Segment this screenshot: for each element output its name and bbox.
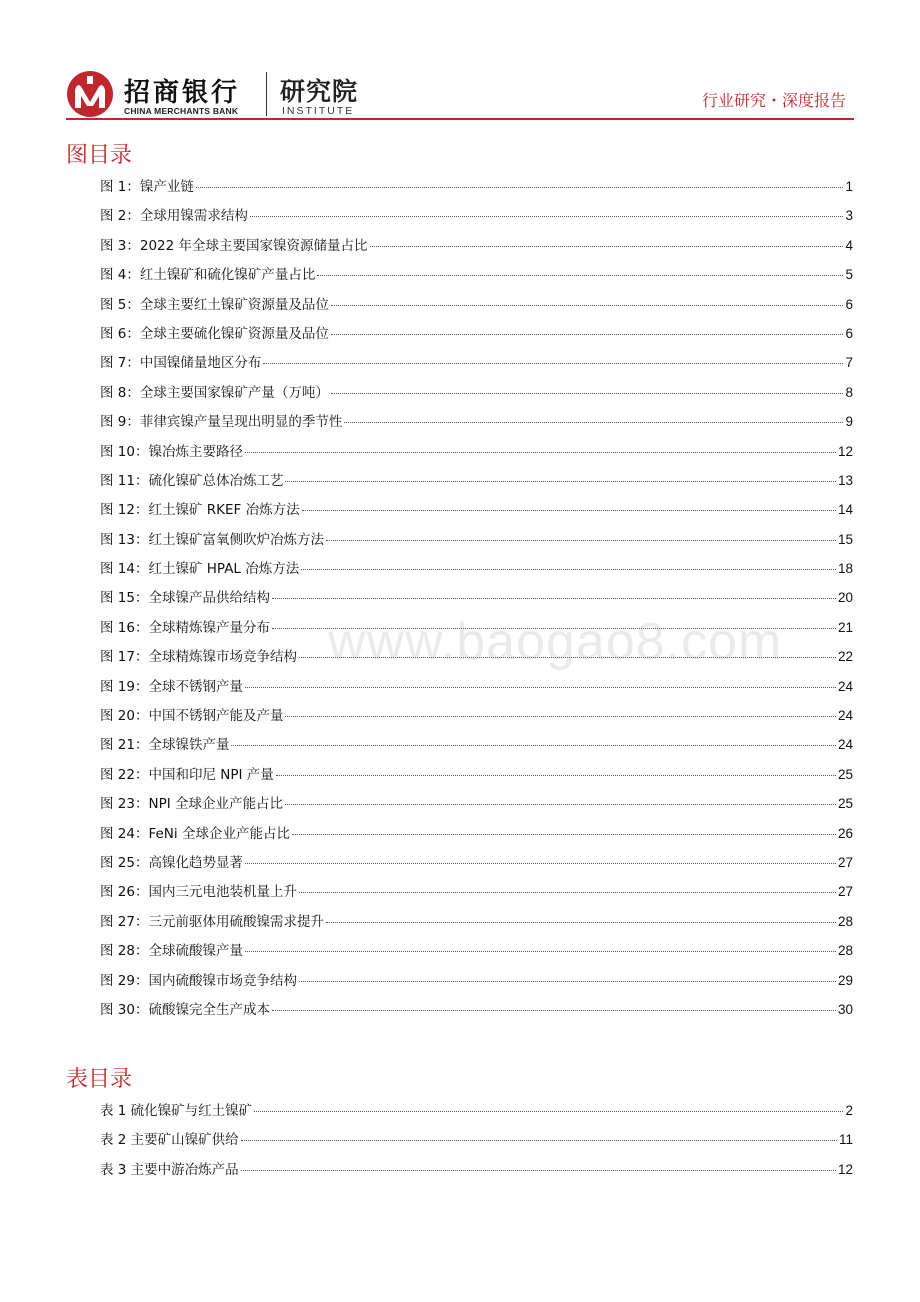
- figure-toc-entry[interactable]: [100, 175, 853, 204]
- toc-entry-page: 6: [845, 296, 853, 312]
- table-toc-entry[interactable]: [100, 1158, 853, 1187]
- toc-entry-page: 26: [837, 825, 853, 841]
- toc-leader-dots: [245, 853, 836, 864]
- toc-entry-label: 图 3：2022 年全球主要国家镍资源储量占比: [100, 237, 368, 254]
- toc-leader-dots: [276, 765, 836, 776]
- institute-name-cn: 研究院: [280, 77, 359, 106]
- toc-entry-label: 图 9：菲律宾镍产量呈现出明显的季节性: [100, 414, 343, 431]
- toc-leader-dots: [331, 295, 843, 306]
- toc-entry-label: 图 12：红土镍矿 RKEF 冶炼方法: [100, 502, 300, 519]
- report-type: 行业研究・深度报告: [701, 91, 846, 110]
- toc-entry-page: 4: [845, 237, 853, 253]
- toc-entry-page: 24: [837, 737, 853, 753]
- figure-toc-entry[interactable]: [100, 675, 853, 704]
- figure-toc-entry[interactable]: [100, 528, 853, 557]
- toc-entry-label: 图 21：全球镍铁产量: [100, 737, 230, 754]
- cmb-logo-icon: [66, 70, 114, 118]
- toc-entry-page: 6: [845, 325, 853, 341]
- toc-leader-dots: [250, 206, 843, 217]
- figure-toc-entry[interactable]: [100, 263, 853, 292]
- toc-entry-label: 图 19：全球不锈钢产量: [100, 678, 243, 695]
- figure-toc-entry[interactable]: [100, 234, 853, 263]
- toc-entry-page: 3: [845, 208, 853, 224]
- figure-toc-entry[interactable]: [100, 616, 853, 645]
- table-toc-entry[interactable]: [100, 1099, 853, 1128]
- toc-entry-page: 12: [837, 1161, 853, 1177]
- logo-divider: [266, 72, 267, 116]
- figure-toc-entry[interactable]: [100, 939, 853, 968]
- figure-toc-entry[interactable]: [100, 645, 853, 674]
- toc-entry-label: 图 30：硫酸镍完全生产成本: [100, 1001, 270, 1018]
- toc-leader-dots: [285, 471, 835, 482]
- toc-entry-page: 28: [837, 913, 853, 929]
- toc-entry-page: 18: [837, 561, 853, 577]
- figure-toc-entry[interactable]: [100, 733, 853, 762]
- toc-leader-dots: [285, 794, 836, 805]
- toc-entry-page: 7: [845, 355, 853, 371]
- figure-toc-entry[interactable]: [100, 969, 853, 998]
- figure-toc-entry[interactable]: [100, 704, 853, 733]
- toc-leader-dots: [254, 1101, 843, 1112]
- toc-leader-dots: [331, 324, 843, 335]
- figure-toc-entry[interactable]: [100, 469, 853, 498]
- toc-leader-dots: [196, 177, 843, 188]
- toc-entry-page: 30: [837, 1001, 853, 1017]
- toc-entry-label: 表 3 主要中游冶炼产品: [100, 1161, 239, 1178]
- toc-leader-dots: [317, 265, 843, 276]
- toc-entry-page: 29: [837, 972, 853, 988]
- figure-toc-entry[interactable]: [100, 498, 853, 527]
- bank-name-cn: 招商银行: [124, 78, 241, 108]
- toc-leader-dots: [299, 647, 836, 658]
- figure-toc-entry[interactable]: [100, 792, 853, 821]
- toc-entry-page: 8: [845, 384, 853, 400]
- toc-entry-label: 表 2 主要矿山镍矿供给: [100, 1132, 239, 1149]
- toc-entry-page: 5: [845, 267, 853, 283]
- figure-toc-entry[interactable]: [100, 851, 853, 880]
- toc-leader-dots: [272, 618, 836, 629]
- toc-leader-dots: [245, 677, 836, 688]
- toc-leader-dots: [301, 559, 836, 570]
- toc-entry-page: 15: [837, 531, 853, 547]
- toc-entry-label: 图 25：高镍化趋势显著: [100, 854, 243, 871]
- toc-entry-page: 25: [837, 766, 853, 782]
- toc-entry-page: 24: [837, 708, 853, 724]
- toc-entry-label: 图 29：国内硫酸镍市场竞争结构: [100, 972, 297, 989]
- toc-leader-dots: [331, 383, 843, 394]
- figure-toc-entry[interactable]: [100, 880, 853, 909]
- toc-leader-dots: [292, 824, 836, 835]
- toc-entry-label: 图 14：红土镍矿 HPAL 冶炼方法: [100, 561, 300, 578]
- toc-entry-label: 图 10：镍冶炼主要路径: [100, 443, 243, 460]
- toc-leader-dots: [245, 442, 836, 453]
- toc-entry-page: 25: [837, 796, 853, 812]
- toc-entry-label: 图 24：FeNi 全球企业产能占比: [100, 825, 290, 842]
- figure-toc-entry[interactable]: [100, 204, 853, 233]
- toc-leader-dots: [272, 588, 836, 599]
- watermark: www.baogao8.com: [328, 613, 783, 671]
- toc-leader-dots: [302, 500, 836, 511]
- toc-entry-label: 图 27：三元前驱体用硫酸镍需求提升: [100, 913, 324, 930]
- figure-toc-entry[interactable]: [100, 910, 853, 939]
- toc-leader-dots: [326, 530, 836, 541]
- toc-entry-label: 图 7：中国镍储量地区分布: [100, 355, 262, 372]
- institute-name-en: INSTITUTE: [282, 105, 355, 117]
- toc-entry-label: 图 23：NPI 全球企业产能占比: [100, 796, 283, 813]
- toc-entry-label: 图 2：全球用镍需求结构: [100, 208, 248, 225]
- toc-entry-label: 图 20：中国不锈钢产能及产量: [100, 708, 284, 725]
- toc-entry-label: 图 6：全球主要硫化镍矿资源量及品位: [100, 325, 329, 342]
- toc-entry-page: 27: [837, 884, 853, 900]
- toc-leader-dots: [241, 1130, 837, 1141]
- toc-entry-label: 图 28：全球硫酸镍产量: [100, 943, 243, 960]
- toc-entry-page: 22: [837, 649, 853, 665]
- figure-toc-entry[interactable]: [100, 586, 853, 615]
- toc-entry-page: 24: [837, 678, 853, 694]
- toc-entry-page: 21: [837, 619, 853, 635]
- toc-entry-label: 图 1：镍产业链: [100, 179, 194, 195]
- toc-entry-page: 9: [845, 414, 853, 430]
- toc-leader-dots: [326, 912, 836, 923]
- toc-leader-dots: [285, 706, 835, 717]
- toc-entry-label: 图 16：全球精炼镍产量分布: [100, 619, 270, 636]
- toc-entry-label: 图 26：国内三元电池装机量上升: [100, 884, 297, 901]
- figures-toc-list: [100, 175, 853, 1027]
- toc-entry-label: 图 22：中国和印尼 NPI 产量: [100, 766, 274, 783]
- toc-entry-page: 11: [838, 1132, 853, 1148]
- toc-leader-dots: [231, 735, 835, 746]
- toc-entry-page: 20: [837, 590, 853, 606]
- toc-entry-label: 图 15：全球镍产品供给结构: [100, 590, 270, 607]
- tables-toc-list: [100, 1099, 853, 1187]
- toc-leader-dots: [344, 412, 843, 423]
- header-divider: [66, 118, 854, 120]
- figure-toc-entry[interactable]: [100, 410, 853, 439]
- tables-toc-title: 表目录: [66, 1067, 133, 1092]
- figure-toc-entry[interactable]: [100, 322, 853, 351]
- toc-entry-page: 1: [845, 179, 853, 194]
- toc-entry-label: 图 8：全球主要国家镍矿产量（万吨）: [100, 384, 329, 401]
- figure-toc-entry[interactable]: [100, 440, 853, 469]
- page-header: [0, 0, 920, 120]
- figure-toc-entry[interactable]: [100, 293, 853, 322]
- toc-leader-dots: [370, 236, 843, 247]
- figure-toc-entry[interactable]: [100, 998, 853, 1027]
- figure-toc-entry[interactable]: [100, 557, 853, 586]
- toc-entry-page: 27: [837, 854, 853, 870]
- toc-entry-page: 28: [837, 943, 853, 959]
- toc-entry-page: 14: [837, 502, 853, 518]
- toc-leader-dots: [241, 1160, 836, 1171]
- figure-toc-entry[interactable]: [100, 351, 853, 380]
- toc-entry-page: 2: [845, 1103, 853, 1118]
- figure-toc-entry[interactable]: [100, 822, 853, 851]
- toc-leader-dots: [299, 882, 836, 893]
- toc-entry-label: 图 11：硫化镍矿总体冶炼工艺: [100, 472, 284, 489]
- toc-entry-page: 12: [837, 443, 853, 459]
- figure-toc-entry[interactable]: [100, 381, 853, 410]
- table-toc-entry[interactable]: [100, 1128, 853, 1157]
- toc-leader-dots: [299, 971, 836, 982]
- toc-leader-dots: [263, 353, 843, 364]
- figure-toc-entry[interactable]: [100, 763, 853, 792]
- toc-leader-dots: [245, 941, 836, 952]
- figures-toc-title: 图目录: [66, 143, 133, 168]
- toc-entry-label: 图 17：全球精炼镍市场竞争结构: [100, 649, 297, 666]
- bank-name-en: CHINA MERCHANTS BANK: [124, 106, 239, 116]
- toc-entry-page: 13: [837, 472, 853, 488]
- toc-entry-label: 图 13：红土镍矿富氧侧吹炉冶炼方法: [100, 531, 324, 548]
- toc-leader-dots: [272, 1000, 836, 1011]
- toc-entry-label: 图 5：全球主要红土镍矿资源量及品位: [100, 296, 329, 313]
- toc-entry-label: 图 4：红土镍矿和硫化镍矿产量占比: [100, 267, 316, 284]
- toc-entry-label: 表 1 硫化镍矿与红土镍矿: [100, 1103, 253, 1119]
